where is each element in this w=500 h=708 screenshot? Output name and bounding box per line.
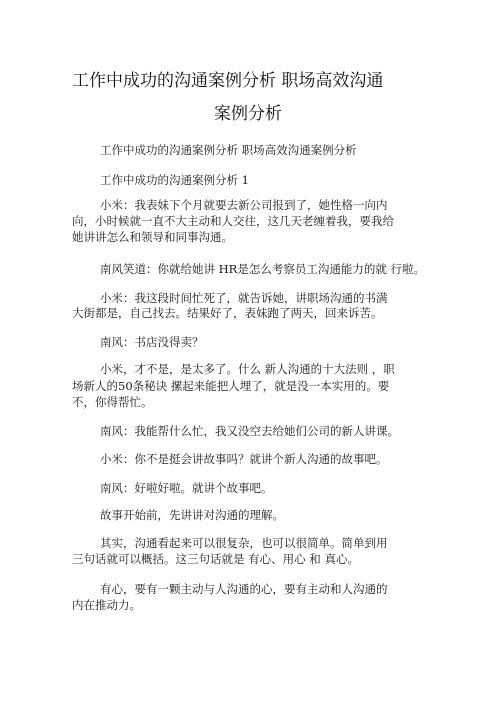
paragraph-line: 其实，沟通看起来可以很复杂，也可以很简单。简单到用	[100, 536, 388, 550]
paragraph-line: 不，你得帮忙。	[72, 395, 153, 409]
paragraph-line: 南风：书店没得卖？	[100, 335, 204, 349]
paragraph-line: 她讲讲怎么和领导和同事沟通。	[72, 230, 233, 244]
paragraph-line: 故事开始前，先讲讲对沟通的理解。	[100, 508, 284, 522]
paragraph-line: 小米：你不是挺会讲故事吗？就讲个新人沟通的故事吧。	[100, 452, 388, 466]
section-heading: 工作中成功的沟通案例分析 1	[100, 173, 249, 187]
paragraph-line: 大街都是，自己找去。结果好了，表妹跑了两天，回来诉苦。	[72, 306, 383, 320]
paragraph-line: 向，小时候就一直不大主动和人交往，这几天老缠着我，要我给	[72, 214, 394, 228]
paragraph-line: 三句话就可以概括。这三句话就是 有心、用心 和 真心。	[72, 552, 359, 566]
paragraph-line: 南风笑道：你就给她讲 HR是怎么考察员工沟通能力的就 行啦。	[100, 262, 425, 276]
paragraph-line: 小米：我表妹下个月就要去新公司报到了，她性格一向内	[100, 198, 388, 212]
document-title-line-1: 工作中成功的沟通案例分析 职场高效沟通	[72, 71, 384, 91]
document-title-line-2: 案例分析	[214, 104, 282, 124]
paragraph-line: 南风：好啦好啦。就讲个故事吧。	[100, 481, 273, 495]
paragraph-line: 有心，要有一颗主动与人沟通的心，要有主动和人沟通的	[100, 582, 388, 596]
paragraph-line: 小米，才不是，是太多了。什么 新人沟通的十大法则 ，职	[100, 362, 395, 376]
paragraph-line: 小米：我这段时间忙死了，就告诉她，讲职场沟通的书满	[100, 291, 388, 305]
paragraph-line: 南风：我能帮什么忙，我又没空去给她们公司的新人讲课。	[100, 424, 399, 438]
paragraph-line: 场新人的50条秘诀 摞起来能把人埋了，就是没一本实用的。要	[72, 379, 390, 393]
paragraph-line: 内在推动力。	[72, 598, 141, 612]
document-subtitle: 工作中成功的沟通案例分析 职场高效沟通案例分析	[100, 143, 357, 157]
